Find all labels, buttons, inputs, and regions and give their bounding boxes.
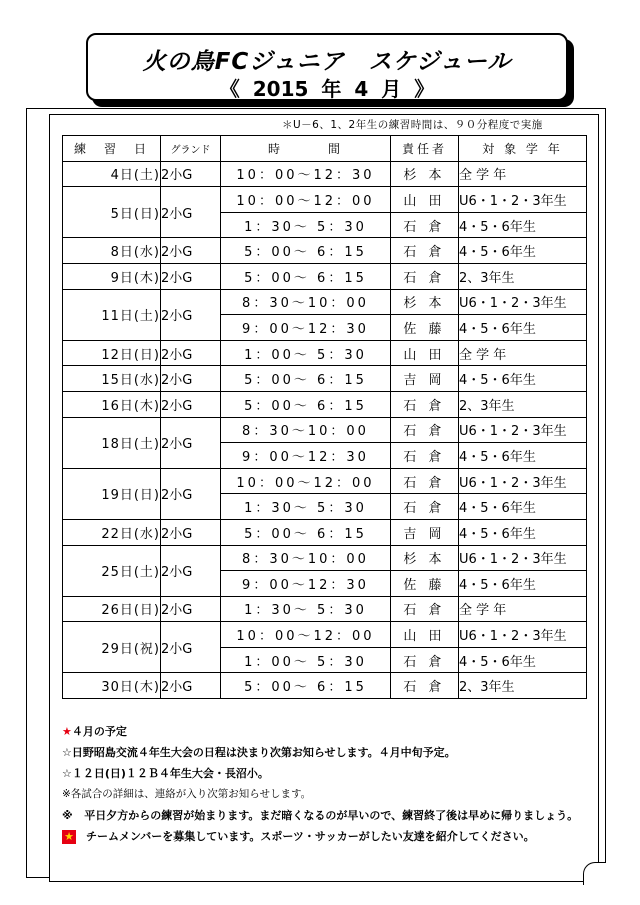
practice-time: 5：00～ 6：15 [221,238,391,264]
note-line-2: ☆１２日(日)１２Ｂ４年生大会・長沼小。 [62,767,269,780]
person-in-charge: 石 倉 [391,238,459,264]
table-row [63,519,587,545]
target-grade: 2、3年生 [459,673,587,699]
ground-name: 2小G [161,161,221,187]
ground-name: 2小G [161,468,221,519]
schedule-body [63,161,587,698]
person-in-charge: 石 倉 [391,263,459,289]
target-grade: 4・5・6年生 [459,443,587,469]
target-grade: U6・1・2・3年生 [459,187,587,213]
ground-name: 2小G [161,545,221,596]
practice-duration-note: ＊U－6、1、2年生の練習時間は、９０分程度で実施 [282,119,543,131]
practice-time: 10：00～12：00 [221,187,391,213]
person-in-charge: 杉 本 [391,545,459,571]
practice-date: 15日(水) [63,366,161,392]
table-row [63,468,587,494]
person-in-charge: 石 倉 [391,494,459,520]
practice-time: 1：00～ 5：30 [221,647,391,673]
ground-name: 2小G [161,289,221,340]
ground-name: 2小G [161,519,221,545]
column-header-time: 時 間 [221,136,391,162]
practice-date: 11日(土) [63,289,161,340]
practice-time: 9：00～12：30 [221,315,391,341]
practice-date: 5日(日) [63,187,161,238]
person-in-charge: 佐 藤 [391,315,459,341]
table-row [63,340,587,366]
person-in-charge: 石 倉 [391,212,459,238]
practice-time: 8：30～10：00 [221,417,391,443]
target-grade: 4・5・6年生 [459,571,587,597]
person-in-charge: 石 倉 [391,596,459,622]
table-row [63,289,587,315]
column-header-date: 練 習 日 [63,136,161,162]
target-grade: 全 学 年 [459,340,587,366]
practice-time: 1：00～ 5：30 [221,340,391,366]
note-line-4-text: 平日夕方からの練習が始まります。まだ暗くなるのが早いので、練習終了後は早めに帰りましょう。 [84,809,579,822]
ground-name: 2小G [161,673,221,699]
target-grade: U6・1・2・3年生 [459,289,587,315]
target-grade: U6・1・2・3年生 [459,545,587,571]
note-line-5 [62,826,578,847]
note-line-4 [62,805,578,826]
practice-date: 9日(木) [63,263,161,289]
practice-date: 16日(木) [63,391,161,417]
target-grade: 4・5・6年生 [459,647,587,673]
ground-name: 2小G [161,340,221,366]
practice-date: 12日(日) [63,340,161,366]
person-in-charge: 石 倉 [391,391,459,417]
table-row [63,391,587,417]
person-in-charge: 石 倉 [391,647,459,673]
table-row [63,622,587,648]
practice-date: 18日(土) [63,417,161,468]
practice-date: 8日(水) [63,238,161,264]
scroll-curl-decoration [583,862,606,885]
table-row [63,596,587,622]
practice-date: 30日(木) [63,673,161,699]
target-grade: 4・5・6年生 [459,366,587,392]
recruit-star-icon: ★ [62,830,76,844]
target-grade: U6・1・2・3年生 [459,468,587,494]
practice-time: 1：30～ 5：30 [221,596,391,622]
ground-name: 2小G [161,596,221,622]
notes-heading [62,721,578,742]
practice-date: 22日(水) [63,519,161,545]
practice-time: 1：30～ 5：30 [221,212,391,238]
column-header-ground: グランド [161,136,221,162]
person-in-charge: 石 倉 [391,673,459,699]
target-grade: 4・5・6年生 [459,519,587,545]
page-title: 火の鳥FCジュニア スケジュール [142,49,512,75]
person-in-charge: 吉 岡 [391,366,459,392]
target-grade: 4・5・6年生 [459,315,587,341]
ground-name: 2小G [161,263,221,289]
table-row [63,187,587,213]
practice-time: 9：00～12：30 [221,443,391,469]
notes-heading-text: ４月の予定 [71,725,127,738]
table-row [63,161,587,187]
person-in-charge: 石 倉 [391,468,459,494]
reference-mark: ※ [62,809,73,822]
person-in-charge: 山 田 [391,622,459,648]
ground-name: 2小G [161,187,221,238]
person-in-charge: 石 倉 [391,417,459,443]
notes-section [62,721,578,847]
note-line-5-text: チームメンバーを募集しています。スポーツ・サッカーがしたい友達を紹介してください。 [86,830,535,843]
practice-time: 10：00～12：00 [221,468,391,494]
ground-name: 2小G [161,391,221,417]
schedule-table [62,135,587,699]
target-grade: 全 学 年 [459,161,587,187]
person-in-charge: 佐 藤 [391,571,459,597]
target-grade: U6・1・2・3年生 [459,417,587,443]
table-row [63,545,587,571]
ground-name: 2小G [161,417,221,468]
person-in-charge: 石 倉 [391,443,459,469]
practice-time: 10：00～12：30 [221,161,391,187]
ground-name: 2小G [161,622,221,673]
person-in-charge: 杉 本 [391,289,459,315]
practice-time: 5：00～ 6：15 [221,263,391,289]
column-header-person: 責任者 [391,136,459,162]
practice-time: 1：30～ 5：30 [221,494,391,520]
ground-name: 2小G [161,366,221,392]
practice-date: 26日(日) [63,596,161,622]
target-grade: U6・1・2・3年生 [459,622,587,648]
practice-time: 9：00～12：30 [221,571,391,597]
practice-date: 4日(土) [63,161,161,187]
table-row [63,366,587,392]
practice-date: 25日(土) [63,545,161,596]
person-in-charge: 吉 岡 [391,519,459,545]
practice-time: 5：00～ 6：15 [221,366,391,392]
red-star-icon: ★ [62,725,72,738]
practice-time: 10：00～12：00 [221,622,391,648]
ground-name: 2小G [161,238,221,264]
table-row [63,238,587,264]
target-grade: 4・5・6年生 [459,494,587,520]
note-line-3: ※各試合の詳細は、連絡が入り次第お知らせします。 [62,788,312,800]
target-grade: 4・5・6年生 [459,238,587,264]
column-header-grade: 対 象 学 年 [459,136,587,162]
table-row [63,417,587,443]
table-row [63,263,587,289]
target-grade: 全 学 年 [459,596,587,622]
practice-date: 19日(日) [63,468,161,519]
target-grade: 2、3年生 [459,263,587,289]
person-in-charge: 山 田 [391,340,459,366]
practice-date: 29日(祝) [63,622,161,673]
note-line-1: ☆日野昭島交流４年生大会の日程は決まり次第お知らせします。４月中旬予定。 [62,746,456,759]
target-grade: 2、3年生 [459,391,587,417]
practice-time: 8：30～10：00 [221,289,391,315]
page-subtitle: 《 2015 年 4 月 》 [219,77,435,101]
table-header-row [63,136,587,162]
person-in-charge: 山 田 [391,187,459,213]
title-box [86,33,568,101]
practice-time: 5：00～ 6：15 [221,391,391,417]
practice-time: 5：00～ 6：15 [221,673,391,699]
practice-time: 8：30～10：00 [221,545,391,571]
person-in-charge: 杉 本 [391,161,459,187]
practice-time: 5：00～ 6：15 [221,519,391,545]
table-row [63,673,587,699]
target-grade: 4・5・6年生 [459,212,587,238]
